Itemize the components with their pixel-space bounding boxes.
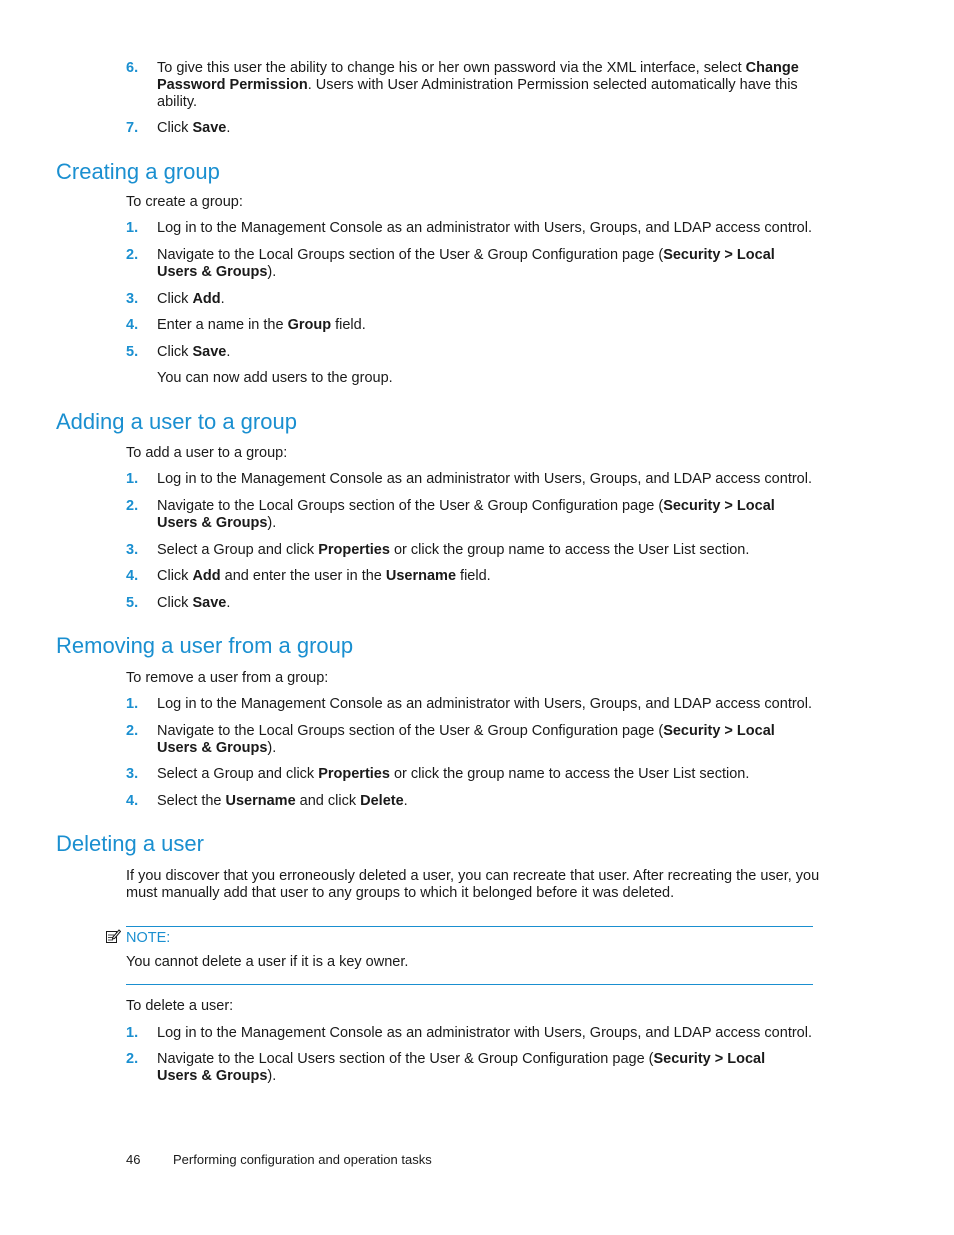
step-text-run: ). — [267, 1068, 277, 1084]
note-text: You cannot delete a user if it is a key owner. — [126, 954, 409, 970]
step-text-run: Click — [157, 595, 193, 611]
ui-term: Add — [192, 568, 221, 584]
step-number: 4. — [126, 568, 139, 584]
step-text — [157, 542, 837, 559]
step-text — [157, 595, 837, 612]
step-text-run: Select a Group and click — [157, 542, 319, 558]
ui-term: Group — [287, 317, 332, 333]
step-text-run: and click — [295, 793, 361, 809]
ui-term: Save — [192, 595, 227, 611]
note-label: NOTE: — [126, 930, 171, 946]
step-number: 1. — [126, 220, 139, 236]
ui-term: Properties — [318, 766, 390, 782]
section-intro: If you discover that you erroneously deleted a user, you can recreate that user. After recreating the user, you must manually add that user to any groups to which it belonged before it was deleted. — [126, 868, 820, 901]
ui-term: Security > Local Users & Groups — [157, 723, 775, 756]
step-text — [157, 247, 807, 281]
step-text — [157, 1025, 837, 1042]
step-text-run: . — [226, 595, 231, 611]
step-text-run: . — [226, 344, 231, 360]
ui-term: Properties — [318, 542, 390, 558]
step-number: 1. — [126, 1025, 139, 1041]
step-text-run: . — [220, 291, 225, 307]
step-text-run: Select a Group and click — [157, 766, 319, 782]
step-number: 5. — [126, 344, 139, 360]
step-text-run: Log in to the Management Console as an administrator with Users, Groups, and LDAP access control. — [157, 471, 812, 487]
step-number: 4. — [126, 793, 139, 809]
step-text-run: Log in to the Management Console as an administrator with Users, Groups, and LDAP access control. — [157, 696, 812, 712]
step-number: 2. — [126, 498, 139, 514]
ui-term: Username — [385, 568, 457, 584]
step-number: 7. — [126, 120, 139, 136]
step-text-run: field. — [456, 568, 491, 584]
step-number: 2. — [126, 723, 139, 739]
step-number: 3. — [126, 291, 139, 307]
step-number: 2. — [126, 1051, 139, 1067]
step-number: 1. — [126, 696, 139, 712]
step-text — [157, 317, 837, 334]
step-number: 4. — [126, 317, 139, 333]
step-text — [157, 723, 807, 757]
step-text-run: Log in to the Management Console as an administrator with Users, Groups, and LDAP access control. — [157, 220, 812, 236]
step-text-run: Select the — [157, 793, 226, 809]
step-text-run: or click the group name to access the User List section. — [389, 766, 750, 782]
step-text-run: and enter the user in the — [220, 568, 386, 584]
step-text-run: . Users with User Administration Permission selected automatically have this ability. — [157, 77, 798, 110]
page-number: 46 — [126, 1152, 141, 1167]
ui-term: Security > Local Users & Groups — [157, 247, 775, 280]
ui-term: Add — [192, 291, 221, 307]
section-heading-deleting-a-user: Deleting a user — [56, 831, 204, 856]
step-number: 3. — [126, 542, 139, 558]
step-text — [157, 766, 837, 783]
step-followup-text: You can now add users to the group. — [157, 370, 393, 386]
step-text-run: or click the group name to access the User List section. — [389, 542, 750, 558]
step-text-run: Navigate to the Local Users section of the User & Group Configuration page ( — [157, 1051, 654, 1067]
ui-term: Change Password Permission — [157, 60, 799, 93]
step-text — [157, 471, 837, 488]
step-text — [157, 1051, 797, 1085]
step-text — [157, 291, 837, 308]
step-number: 3. — [126, 766, 139, 782]
step-text-run: . — [403, 793, 408, 809]
step-text-run: . — [226, 120, 231, 136]
section-heading-removing-a-user: Removing a user from a group — [56, 633, 354, 658]
ui-term: Delete — [360, 793, 404, 809]
section-heading-creating-a-group: Creating a group — [56, 159, 220, 184]
step-text-run: ). — [267, 515, 277, 531]
step-number: 2. — [126, 247, 139, 263]
note-bottom-rule — [126, 984, 813, 985]
step-text-run: field. — [331, 317, 366, 333]
step-text-run: Navigate to the Local Groups section of the User & Group Configuration page ( — [157, 247, 664, 263]
step-text-run: To give this user the ability to change his or her own password via the XML interface, select — [157, 60, 746, 76]
step-text — [157, 498, 807, 532]
step-text-run: Log in to the Management Console as an administrator with Users, Groups, and LDAP access control. — [157, 1025, 812, 1041]
step-number: 1. — [126, 471, 139, 487]
ui-term: Security > Local Users & Groups — [157, 1051, 766, 1084]
step-number: 6. — [126, 60, 139, 76]
step-text-run: Click — [157, 291, 193, 307]
step-text-run: ). — [267, 740, 277, 756]
step-text — [157, 60, 837, 111]
note-top-rule — [126, 926, 813, 927]
step-text-run: ). — [267, 264, 277, 280]
step-text — [157, 696, 837, 713]
step-text-run: Enter a name in the — [157, 317, 288, 333]
ui-term: Save — [192, 344, 227, 360]
section-intro: To add a user to a group: — [126, 445, 288, 461]
ui-term: Username — [225, 793, 296, 809]
step-text-run: Click — [157, 568, 193, 584]
ui-term: Save — [192, 120, 227, 136]
section-heading-adding-a-user: Adding a user to a group — [56, 409, 297, 434]
section-intro: To remove a user from a group: — [126, 670, 329, 686]
note-pencil-icon — [105, 928, 121, 944]
footer-chapter-title: Performing configuration and operation tasks — [173, 1152, 432, 1167]
step-text — [157, 220, 837, 237]
step-number: 5. — [126, 595, 139, 611]
step-text — [157, 344, 837, 361]
step-text-run: Navigate to the Local Groups section of the User & Group Configuration page ( — [157, 498, 664, 514]
step-text-run: Click — [157, 344, 193, 360]
step-text-run: Click — [157, 120, 193, 136]
step-text — [157, 568, 837, 585]
step-text — [157, 793, 837, 810]
ui-term: Security > Local Users & Groups — [157, 498, 775, 531]
step-text-run: Navigate to the Local Groups section of the User & Group Configuration page ( — [157, 723, 664, 739]
section-intro: To create a group: — [126, 194, 243, 210]
section-intro: To delete a user: — [126, 998, 234, 1014]
step-text — [157, 120, 837, 137]
